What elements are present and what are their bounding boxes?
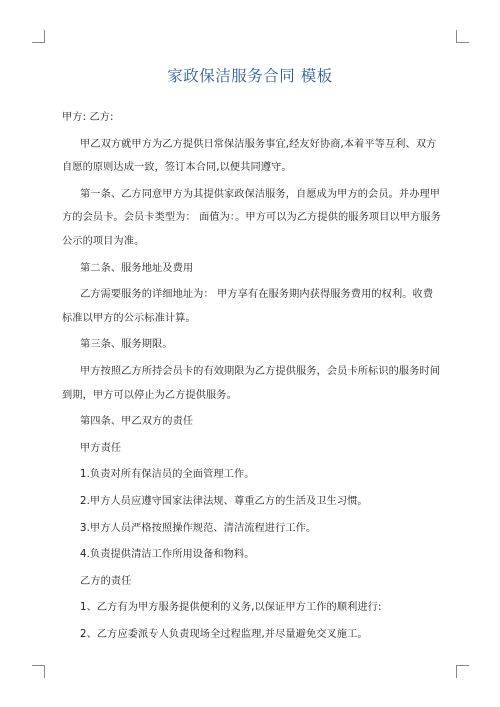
crop-mark-top-right (456, 30, 469, 43)
paragraph: 第一条、乙方同意甲方为其提供家政保洁服务，自愿成为甲方的会员。并办理甲方的会员卡。会员卡类型为： 面值为：。甲方可以为乙方提供的服务项目以甲方服务公示的项目为准。 (62, 188, 441, 247)
document-body (62, 106, 442, 646)
paragraph: 第三条、服务期限。 (80, 339, 173, 351)
paragraph: 第四条、甲乙双方的责任 (80, 416, 194, 428)
crop-mark-top-left (32, 30, 45, 43)
paragraph: 甲方责任 (80, 442, 122, 454)
paragraph: 4.负责提供清洁工作所用设备和物料。 (80, 549, 255, 561)
paragraph: 甲方: 乙方: (62, 112, 114, 123)
paragraph: 1.负责对所有保洁员的全面管理工作。 (80, 469, 255, 481)
crop-mark-bottom-right (456, 665, 469, 678)
paragraph: 1、乙方有为甲方服务提供便利的义务,以保证甲方工作的顺利进行: (80, 602, 382, 614)
paragraph: 甲乙双方就甲方为乙方提供日常保洁服务事宜,经友好协商,本着平等互利、双方自愿的原则达成一致，签订本合同,以便共同遵守。 (62, 138, 437, 174)
paragraph: 乙方需要服务的详细地址为： 甲方享有在服务期内获得服务费用的权利。收费标准以甲方的公示标准计算。 (62, 289, 434, 324)
document-title: 家政保洁服务合同 模板 (167, 67, 333, 85)
paragraph: 3.甲方人员严格按照操作规范、清洁流程进行工作。 (80, 522, 317, 534)
paragraph: 2.甲方人员应遵守国家法律法规、尊重乙方的生活及卫生习惯。 (80, 495, 368, 507)
crop-mark-bottom-left (32, 665, 45, 678)
paragraph: 第二条、服务地址及费用 (80, 262, 194, 274)
paragraph: 甲方按照乙方所持会员卡的有效期限为乙方提供服务，会员卡所标识的服务时间到期，甲方可以停止为乙方提供服务。 (62, 365, 441, 401)
paragraph: 乙方的责任 (80, 575, 132, 587)
paragraph: 2、乙方应委派专人负责现场全过程监理,并尽量避免交叉施工。 (80, 628, 368, 640)
